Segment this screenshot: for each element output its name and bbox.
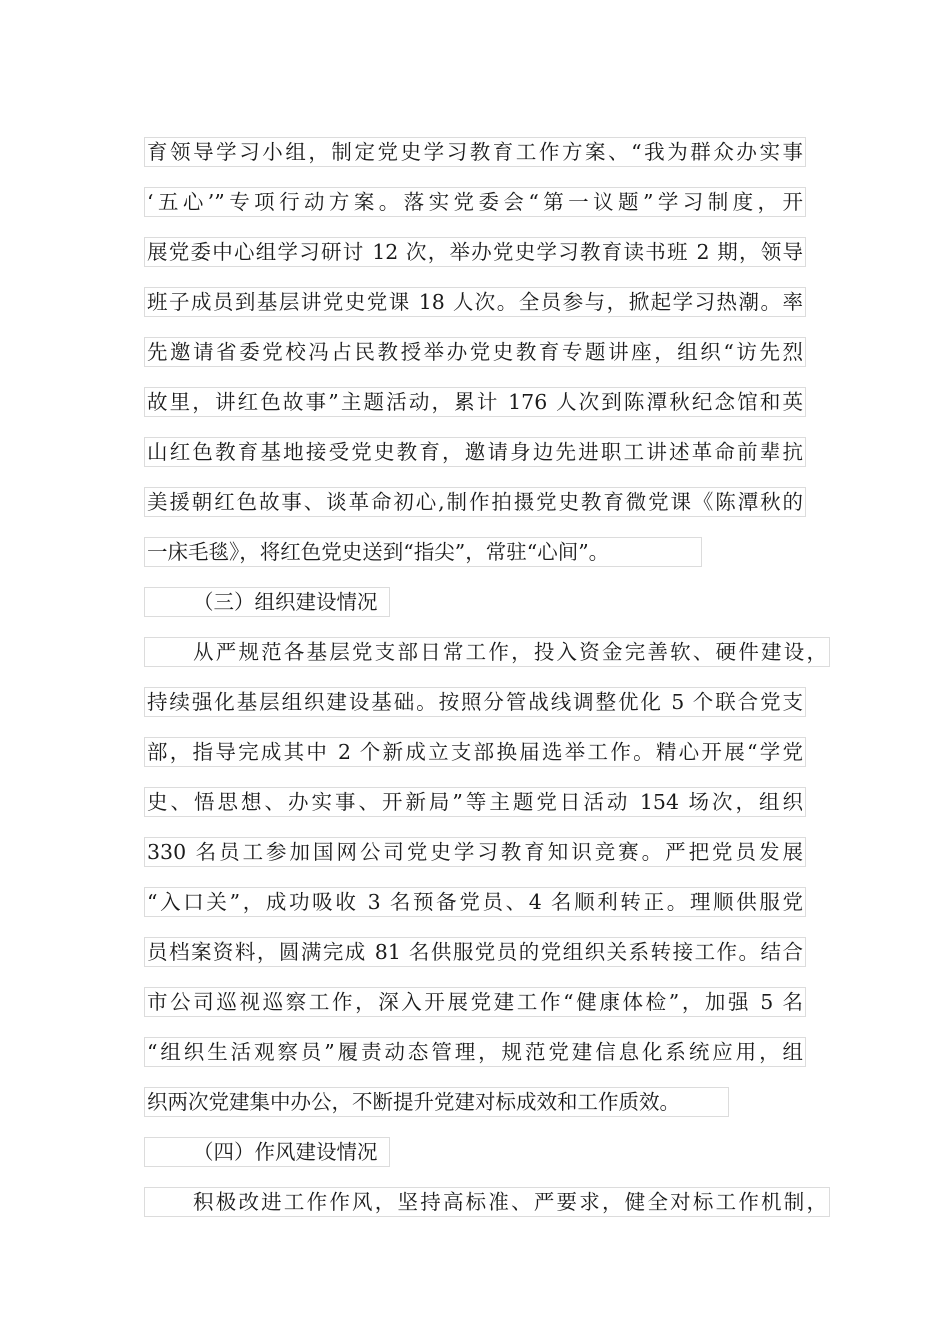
paragraph-line: 织两次党建集中办公，不断提升党建对标成效和工作质效。 [144, 1087, 729, 1117]
section-heading: （三）组织建设情况 [144, 587, 390, 617]
paragraph-line: 部，指导完成其中 2 个新成立支部换届选举工作。精心开展“学党 [144, 737, 806, 767]
paragraph-line: 从严规范各基层党支部日常工作，投入资金完善软、硬件建设， [144, 637, 830, 667]
paragraph-line: 故里，讲红色故事”主题活动，累计 176 人次到陈潭秋纪念馆和英 [144, 387, 806, 417]
paragraph-line: 市公司巡视巡察工作，深入开展党建工作“健康体检”，加强 5 名 [144, 987, 806, 1017]
paragraph-line: 持续强化基层组织建设基础。按照分管战线调整优化 5 个联合党支 [144, 687, 806, 717]
paragraph-line: 330 名员工参加国网公司党史学习教育知识竞赛。严把党员发展 [144, 837, 806, 867]
paragraph-line: 美援朝红色故事、谈革命初心,制作拍摄党史教育微党课《陈潭秋的 [144, 487, 806, 517]
paragraph-line: 史、悟思想、办实事、开新局”等主题党日活动 154 场次，组织 [144, 787, 806, 817]
paragraph-line: 积极改进工作作风，坚持高标准、严要求，健全对标工作机制， [144, 1187, 830, 1217]
paragraph-line: 先邀请省委党校冯占民教授举办党史教育专题讲座，组织“访先烈 [144, 337, 806, 367]
section-heading: （四）作风建设情况 [144, 1137, 390, 1167]
paragraph-line: 山红色教育基地接受党史教育，邀请身边先进职工讲述革命前辈抗 [144, 437, 806, 467]
paragraph-line: 育领导学习小组，制定党史学习教育工作方案、“我为群众办实事 [144, 137, 806, 167]
paragraph-line: 班子成员到基层讲党史党课 18 人次。全员参与，掀起学习热潮。率 [144, 287, 806, 317]
paragraph-line: 员档案资料，圆满完成 81 名供服党员的党组织关系转接工作。结合 [144, 937, 806, 967]
paragraph-line: “组织生活观察员”履责动态管理，规范党建信息化系统应用，组 [144, 1037, 806, 1067]
paragraph-line: 展党委中心组学习研讨 12 次，举办党史学习教育读书班 2 期，领导 [144, 237, 806, 267]
paragraph-line: ‘五心’”专项行动方案。落实党委会“第一议题”学习制度，开 [144, 187, 806, 217]
paragraph-line: “入口关”，成功吸收 3 名预备党员、4 名顺利转正。理顺供服党 [144, 887, 806, 917]
paragraph-line: 一床毛毯》，将红色党史送到“指尖”，常驻“心间”。 [144, 537, 702, 567]
